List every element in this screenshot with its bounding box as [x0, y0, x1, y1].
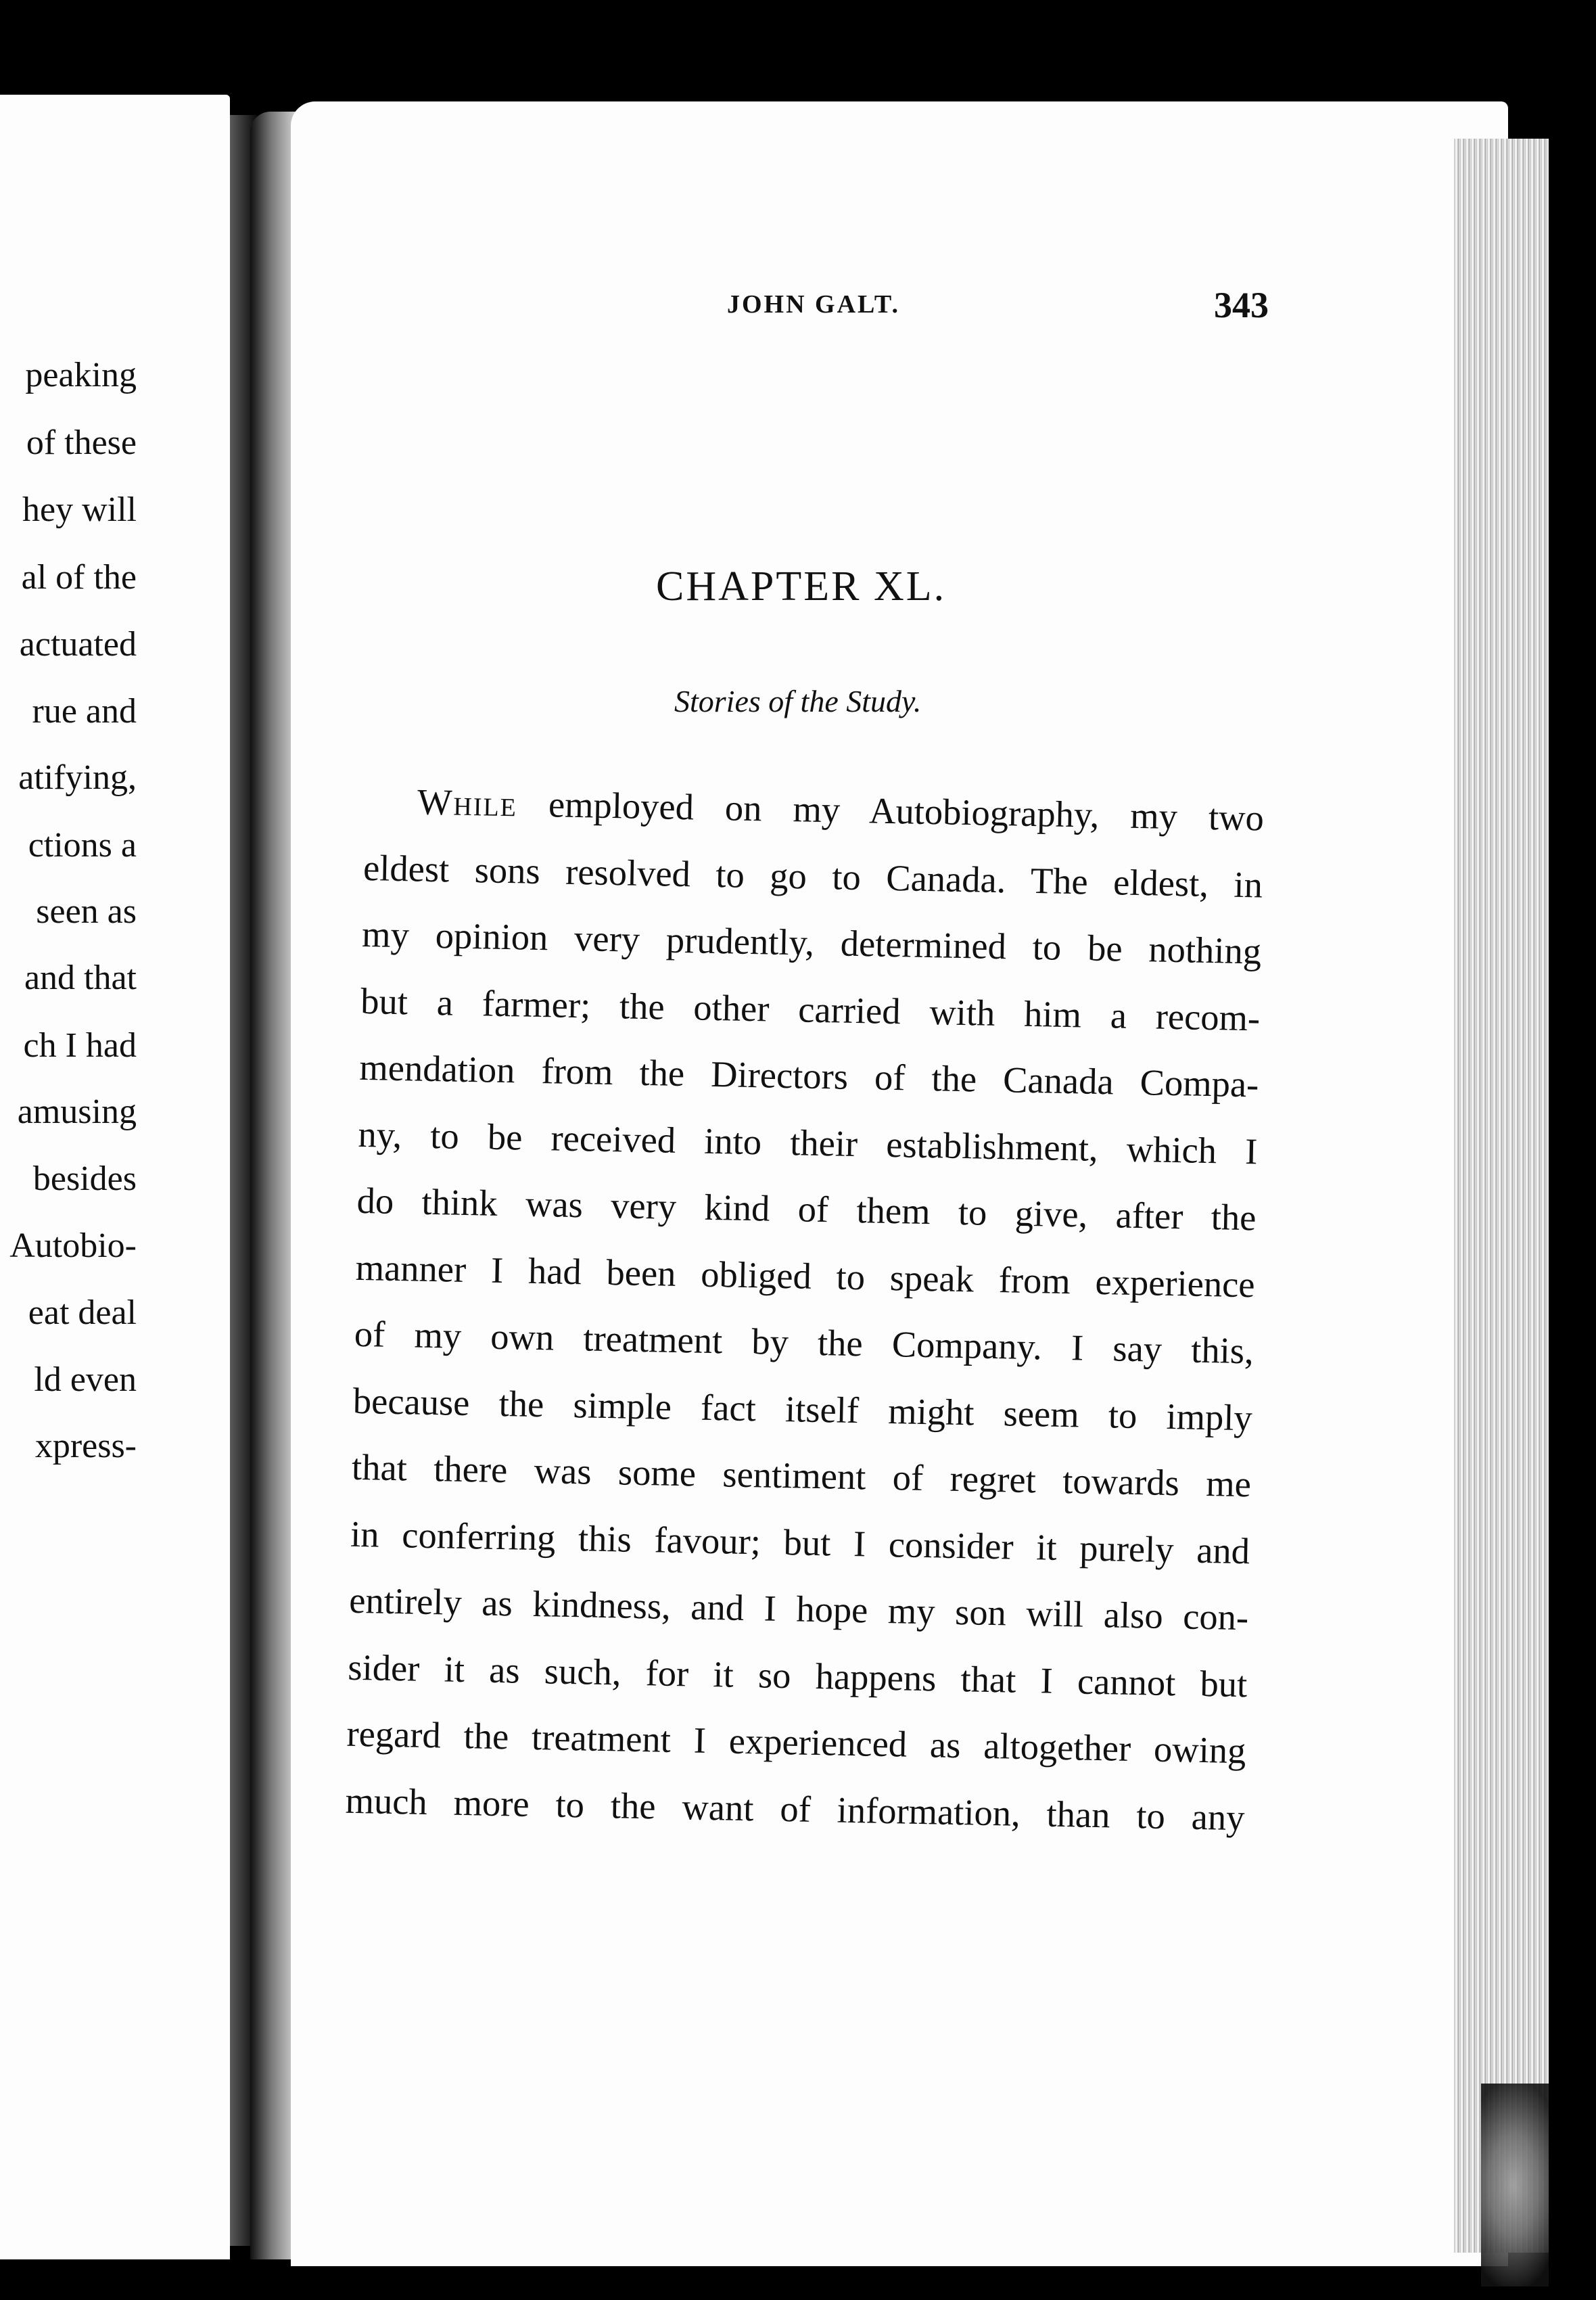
body-line: entirely as kindness, and I hope my son will also con- [348, 1579, 1249, 1638]
left-page-line: atifying, [18, 758, 137, 797]
left-page-line: eat deal [28, 1293, 137, 1332]
body-line: that there was some sentiment of regret towards me [351, 1446, 1252, 1505]
drop-word: While [417, 781, 518, 825]
body-line: sider it as such, for it so happens that I cannot but [347, 1646, 1248, 1705]
running-head: JOHN GALT. [727, 290, 900, 319]
left-page-line: ctions a [28, 826, 137, 865]
left-page-line: hey will [22, 490, 137, 529]
chapter-title: CHAPTER XL. [656, 564, 947, 610]
page-edges [1454, 139, 1550, 2253]
body-line: much more to the want of information, than to any [345, 1779, 1246, 1838]
page-number: 343 [1214, 285, 1269, 325]
body-line: because the simple fact itself might seem to imply [352, 1379, 1253, 1438]
body-line: do think was very kind of them to give, after the [356, 1179, 1257, 1239]
left-page-line: actuated [19, 625, 137, 664]
left-page-line: amusing [17, 1092, 137, 1131]
body-line: manner I had been obliged to speak from experience [355, 1246, 1256, 1305]
body-line: of my own treatment by the Company. I say this, [354, 1312, 1254, 1372]
left-page-line: ch I had [23, 1026, 137, 1065]
left-page-line: seen as [36, 892, 137, 931]
body-line-text: employed on my Autobiography, my two [517, 783, 1265, 839]
body-line: but a farmer; the other carried with him a recom- [360, 980, 1261, 1038]
left-page-line: besides [32, 1159, 137, 1198]
scan-background [1549, 0, 1596, 2300]
chapter-subtitle: Stories of the Study. [674, 684, 922, 718]
left-page-line: and that [24, 959, 137, 997]
body-line: mendation from the Directors of the Canada Compa- [358, 1046, 1259, 1105]
body-line: regard the treatment I experienced as altogether owing [346, 1712, 1246, 1772]
left-page-line: rue and [32, 692, 137, 731]
body-line: eldest sons resolved to go to Canada. The eldest, in [362, 846, 1263, 905]
left-page-line: Autobio- [9, 1226, 137, 1265]
left-page-line: peaking [25, 356, 137, 394]
left-page-line: xpress- [34, 1427, 137, 1465]
body-line: ny, to be received into their establishment, which I [358, 1113, 1258, 1172]
body-line: in conferring this favour; but I consider it purely and [350, 1513, 1250, 1571]
body-text [345, 768, 1265, 1851]
left-page-line: of these [26, 423, 137, 462]
left-page [0, 95, 230, 2259]
body-line: my opinion very prudently, determined to be nothing [361, 913, 1262, 972]
left-page-line: ld even [34, 1360, 137, 1399]
left-page-line: al of the [21, 558, 137, 597]
